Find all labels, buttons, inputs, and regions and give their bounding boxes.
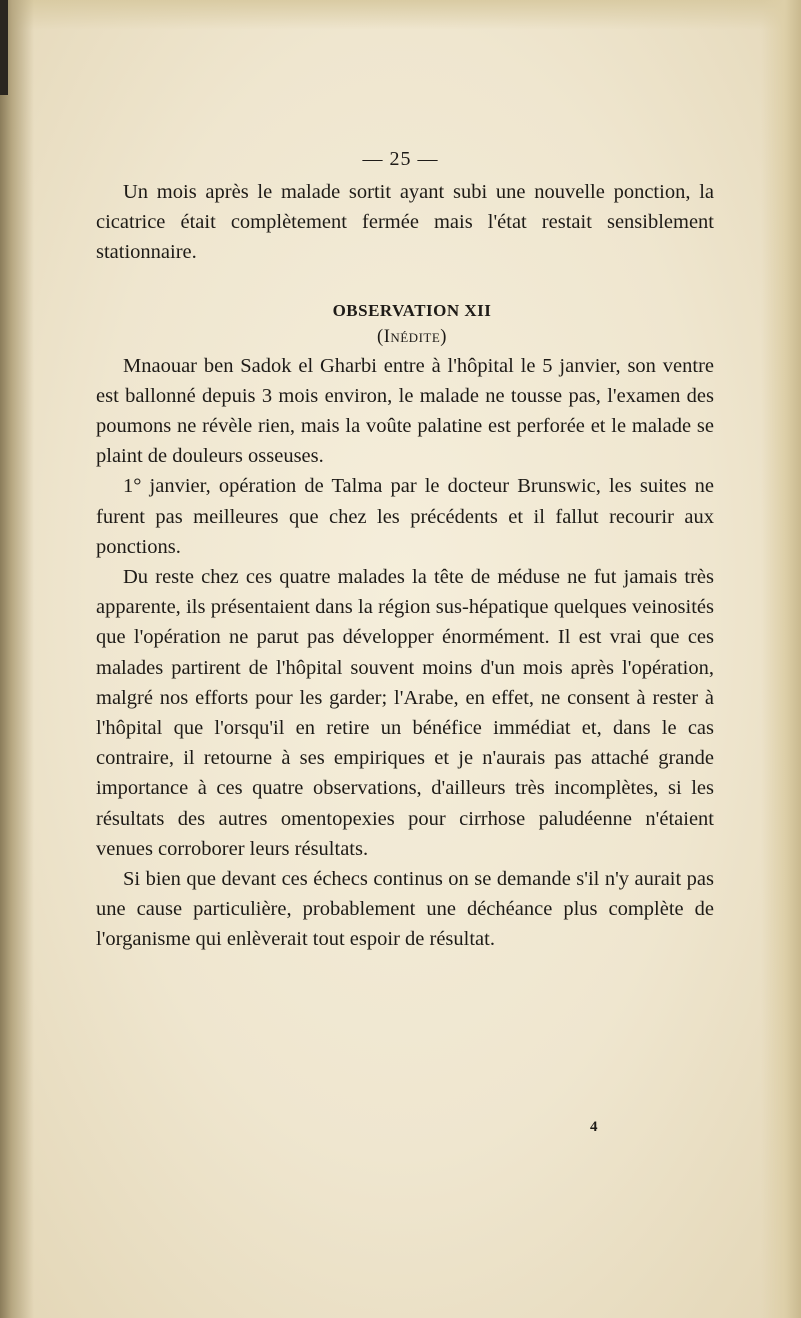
page-left-edge (0, 0, 34, 1318)
intro-paragraph: Un mois après le malade sortit ayant subi une nouvelle ponction, la cicatrice était complètement fermée mais l'état restait sensiblement stationnaire. (96, 181, 714, 264)
body-text (96, 177, 714, 955)
observation-subtitle: (Inédite) (377, 326, 447, 347)
binding-mark (0, 0, 8, 95)
paragraph-2: 1° janvier, opération de Talma par le docteur Brunswic, les suites ne furent pas meilleures que chez les précédents et il fallut recourir aux ponctions. (96, 475, 714, 558)
page-top-edge (0, 0, 801, 30)
page-number-header: — 25 — (362, 148, 439, 170)
signature-mark: 4 (590, 1119, 598, 1135)
paragraph-3: Du reste chez ces quatre malades la tête de méduse ne fut jamais très apparente, ils présentaient dans la région sus-hépatique quelques veinosités que l'opération ne parut pas développer énormément. Il est vrai que ces malades partirent de l'hôpital souvent moins d'un mois après l'opération, malgré nos efforts pour les garder; l'Arabe, en effet, ne consent à rester à l'hôpital que l'orsqu'il en retire un bénéfice immédiat et, dans le cas contraire, il retourne à ses empiriques et je n'aurais pas attaché grande importance à ces quatre observations, d'ailleurs très incomplètes, si les résultats des autres omentopexies pour cirrhose paludéenne n'étaient venues corroborer leurs résultats. (96, 566, 714, 860)
paragraph-1: Mnaouar ben Sadok el Gharbi entre à l'hôpital le 5 janvier, son ventre est ballonné depuis 3 mois environ, le malade ne tousse pas, l'examen des poumons ne révèle rien, mais la voûte palatine est perforée et le malade se plaint de douleurs osseuses. (96, 354, 714, 468)
paragraph-4: Si bien que devant ces échecs continus on se demande s'il n'y aurait pas une cause particulière, probablement une déchéance plus complète de l'organisme qui enlèverait tout espoir de résultat. (96, 868, 714, 951)
page-right-edge (761, 0, 801, 1318)
observation-title: OBSERVATION XII (332, 300, 492, 320)
